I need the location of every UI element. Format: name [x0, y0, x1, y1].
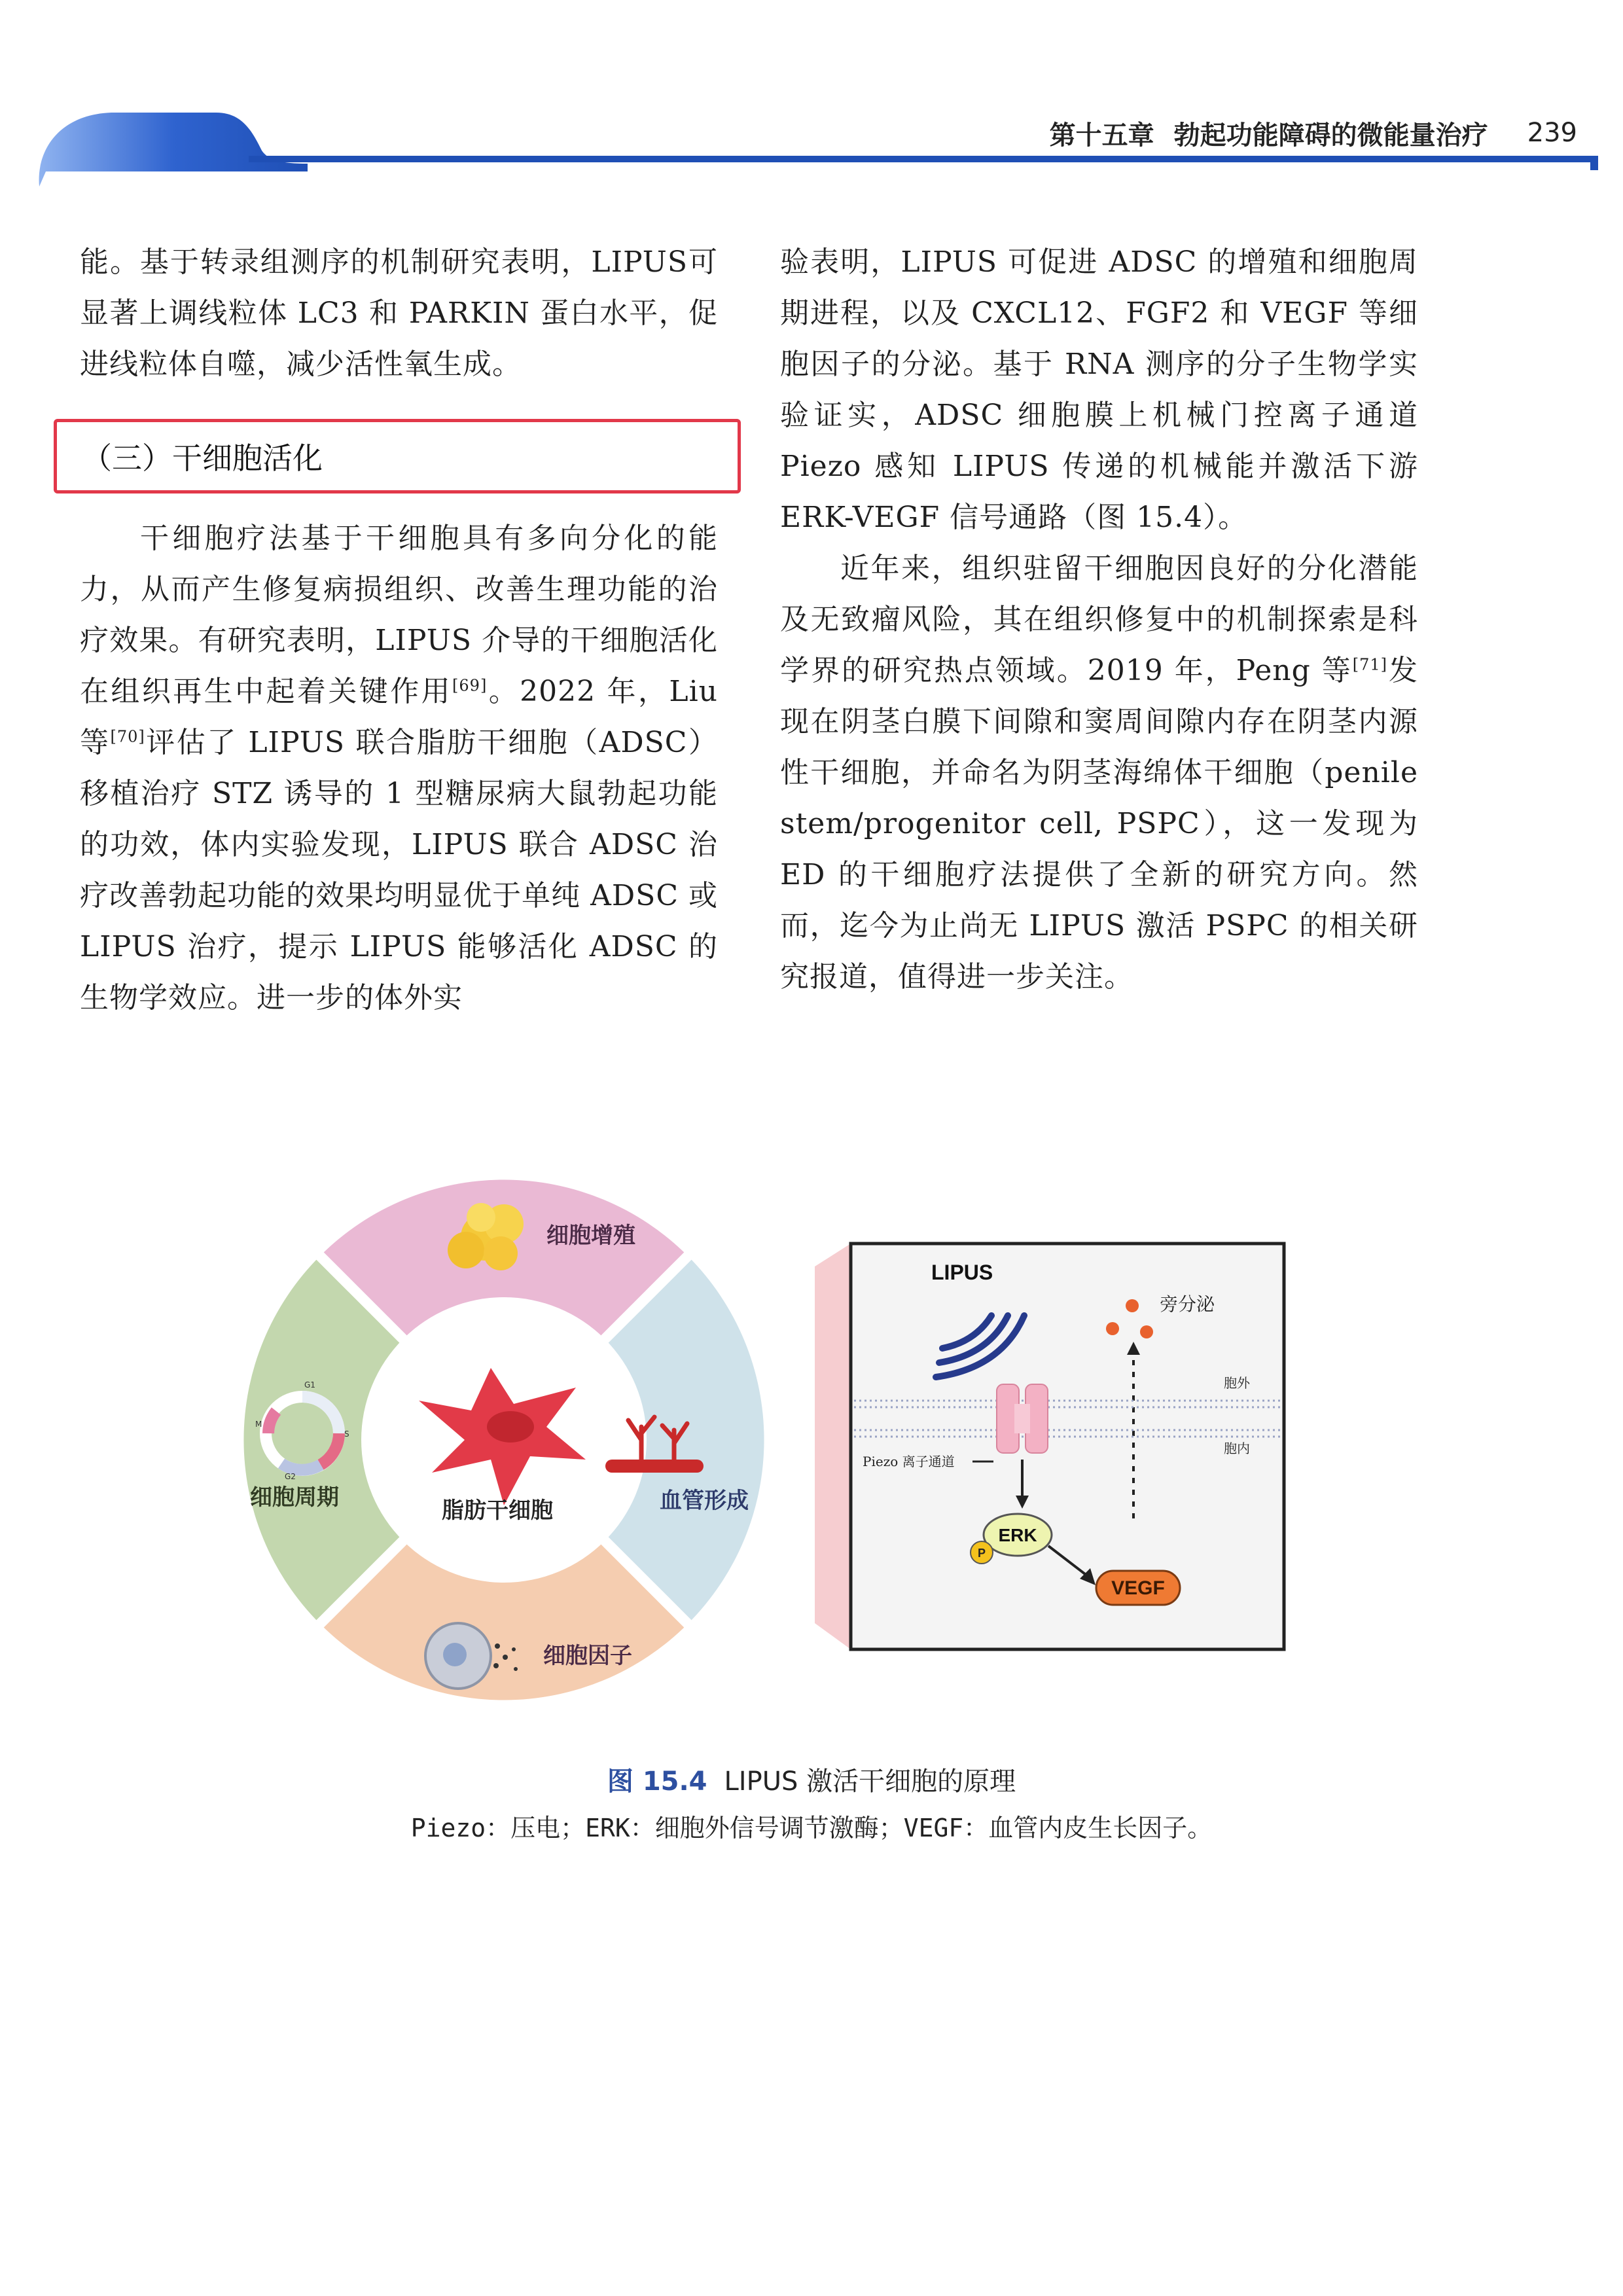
segment-label-right: 血管形成 [660, 1488, 749, 1514]
segment-label-bottom: 细胞因子 [543, 1643, 632, 1669]
paragraph: 能。基于转录组测序的机制研究表明，LIPUS可显著上调线粒体 LC3 和 PARKIN 蛋白水平，促进线粒体自噬，减少活性氧生成。 [80, 245, 718, 381]
paracrine-label: 旁分泌 [1160, 1293, 1215, 1315]
erk-label: ERK [998, 1525, 1037, 1545]
figure-15-4 [223, 1152, 1348, 1728]
figure-number: 图 15.4 [607, 1767, 707, 1797]
zoom-connector [815, 1244, 851, 1649]
right-column [780, 237, 1418, 1003]
vegf-label: VEGF [1111, 1577, 1165, 1599]
text-run: 评估了 LIPUS 联合脂肪干细胞（ADSC）移植治疗 STZ 诱导的 1 型糖尿病大鼠勃起功能的功效，体内实验发现，LIPUS 联合 ADSC 治疗改善勃起功能的效果均明显优于单纯 ADSC 或 LIPUS 治疗，提示 LIPUS 能够活化 ADSC 的生物学效应。进一步的体外实 [80, 726, 718, 1014]
text-run: 干细胞疗法基于干细胞具有多向分化的能力，从而产生修复病损组织、改善生理功能的治疗效果。有研究表明，LIPUS 介导的干细胞活化在组织再生中起着关键作用 [80, 522, 718, 708]
paragraph: 验表明，LIPUS 可促进 ADSC 的增殖和细胞周期进程，以及 CXCL12、FGF2 和 VEGF 等细胞因子的分泌。基于 RNA 测序的分子生物学实验证实，ADSC 细胞膜上机械门控离子通道 Piezo 感知 LIPUS 传递的机械能并激活下游 ERK-VEGF 信号通路（图 15.4）。 [780, 245, 1418, 534]
citation: [71] [1352, 655, 1388, 674]
center-label: 脂肪干细胞 [442, 1498, 553, 1524]
page-header [0, 0, 1623, 196]
chapter-number: 第十五章 [1049, 120, 1154, 151]
phase-label: S [344, 1429, 349, 1439]
section-heading: （三）干细胞活化 [82, 440, 323, 476]
paragraph [80, 513, 718, 1024]
section-heading-box [54, 419, 741, 493]
text-run: 。2022 年，Liu 等 [80, 675, 719, 759]
extracellular-label: 胞外 [1224, 1375, 1250, 1391]
figure-abbreviations: Piezo：压电；ERK：细胞外信号调节激酶；VEGF：血管内皮生长因子。 [410, 1814, 1213, 1842]
pathway-panel [851, 1244, 1284, 1649]
header-band [0, 0, 1623, 196]
chapter-title: 勃起功能障碍的微能量治疗 [1173, 120, 1488, 151]
paragraph [780, 543, 1418, 1003]
figure-caption [0, 1761, 1623, 1798]
phase-label: M [255, 1420, 262, 1429]
channel-label: Piezo 离子通道 [863, 1454, 955, 1469]
citation: [69] [452, 676, 488, 695]
figure-title: LIPUS 激活干细胞的原理 [724, 1767, 1016, 1797]
left-column [80, 237, 718, 1024]
segment-label-top: 细胞增殖 [546, 1223, 635, 1249]
page-number: 239 [1527, 118, 1577, 148]
phospho-label: P [977, 1547, 986, 1560]
text-run: 近年来，组织驻留干细胞因良好的分化潜能及无致瘤风险，其在组织修复中的机制探索是科学界的研究热点领域。2019 年，Peng 等 [780, 552, 1418, 687]
phase-label: G1 [304, 1380, 315, 1390]
text-run: 发现在阴茎白膜下间隙和窦周间隙内存在阴茎内源性干细胞，并命名为阴茎海绵体干细胞（penile stem/progenitor cell, PSPC），这一发现为 ED 的干细胞疗法提供了全新的研究方向。然而，迄今为止尚无 LIPUS 激活 PSPC 的相关研究报道，值得进一步关注。 [780, 654, 1419, 994]
segment-label-left: 细胞周期 [250, 1484, 339, 1511]
phase-label: G2 [285, 1472, 296, 1481]
figure-art [223, 1152, 1348, 1728]
wheel-diagram [243, 1179, 764, 1700]
intracellular-label: 胞内 [1224, 1441, 1250, 1456]
running-head [910, 110, 1577, 156]
citation: [70] [110, 727, 145, 746]
lipus-label: LIPUS [931, 1261, 993, 1284]
